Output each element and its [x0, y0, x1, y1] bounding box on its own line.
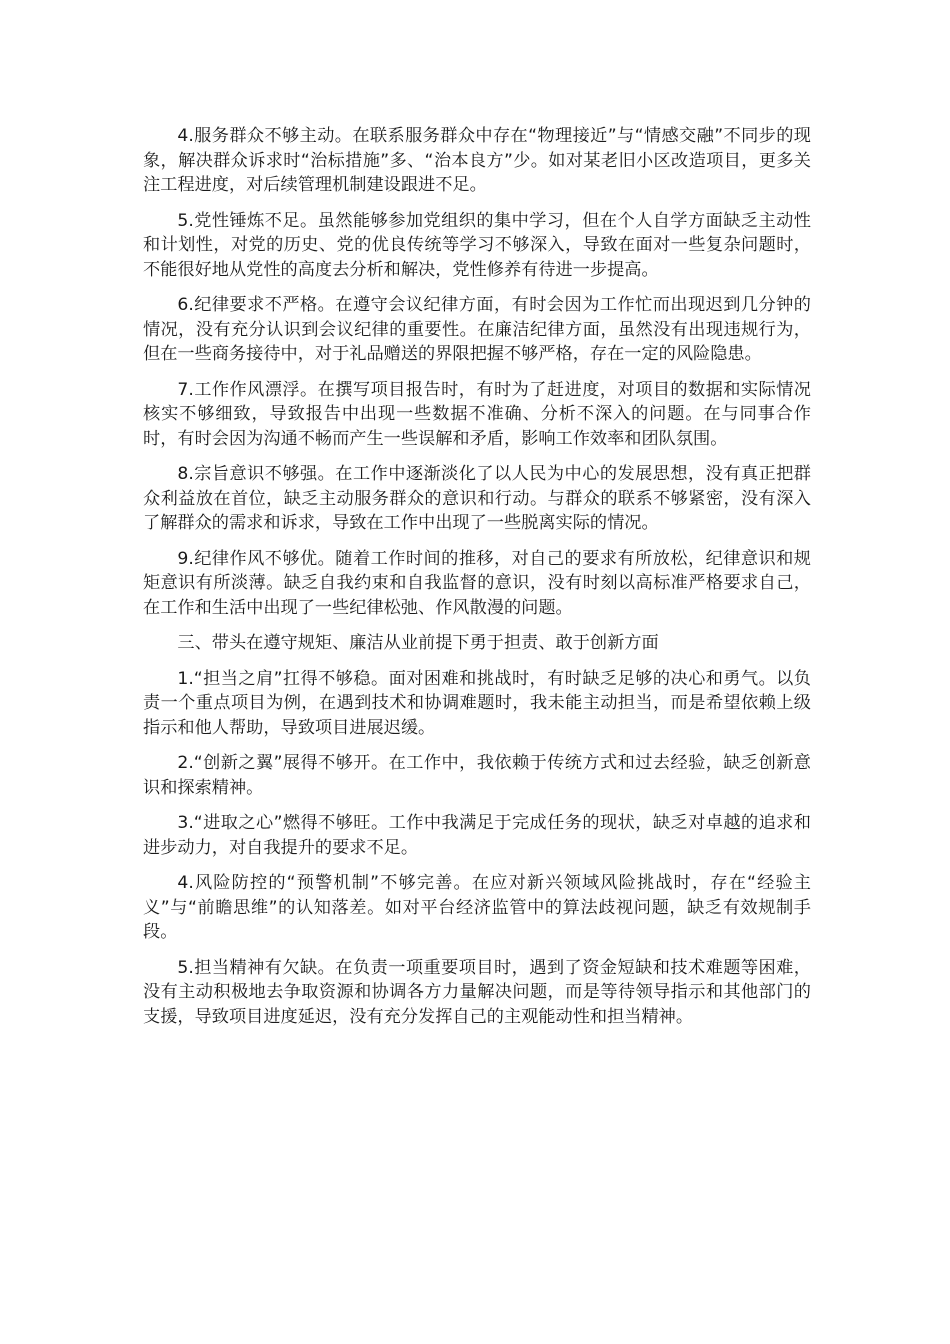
paragraph-work-style: 7.工作作风漂浮。在撰写项目报告时，有时为了赶进度，对项目的数据和实际情况核实不够细致，导致报告中出现一些数据不准确、分析不深入的问题。在与同事合作时，有时会因为沟通不畅而产生一些误解和矛盾，影响工作效率和团队氛围。: [143, 379, 811, 449]
paragraph-risk-control: 4.风险防控的“预警机制”不够完善。在应对新兴领域风险挑战时，存在“经验主义”与“前瞻思维”的认知落差。如对平台经济监管中的算法歧视问题，缺乏有效规制手段。: [143, 873, 811, 942]
paragraph-party-tempering: 5.党性锤炼不足。虽然能够参加党组织的集中学习，但在个人自学方面缺乏主动性和计划性，对党的历史、党的优良传统等学习不够深入，导致在面对一些复杂问题时，不能很好地从党性的高度去分析和解决，党性修养有待进一步提高。: [143, 210, 811, 280]
paragraph-innovation: 2.“创新之翼”展得不够开。在工作中，我依赖于传统方式和过去经验，缺乏创新意识和探索精神。: [143, 753, 811, 798]
paragraph-discipline-style: 9.纪律作风不够优。随着工作时间的推移，对自己的要求有所放松，纪律意识和规矩意识有所淡薄。缺乏自我约束和自我监督的意识，没有时刻以高标准严格要求自己，在工作和生活中出现了一些纪律松弛、作风散漫的问题。: [143, 548, 811, 618]
paragraph-accountability: 5.担当精神有欠缺。在负责一项重要项目时，遇到了资金短缺和技术难题等困难，没有主动积极地去争取资源和协调各方力量解决问题，而是等待领导指示和其他部门的支援，导致项目进度延迟，没有充分发挥自己的主观能动性和担当精神。: [143, 957, 811, 1027]
paragraph-responsibility: 1.“担当之肩”扛得不够稳。面对困难和挑战时，有时缺乏足够的决心和勇气。以负责一个重点项目为例，在遇到技术和协调难题时，我未能主动担当，而是希望依赖上级指示和他人帮助，导致项目进展迟缓。: [143, 668, 811, 738]
section-heading-three: 三、带头在遵守规矩、廉洁从业前提下勇于担责、敢于创新方面: [177, 633, 659, 653]
paragraph-purpose-awareness: 8.宗旨意识不够强。在工作中逐渐淡化了以人民为中心的发展思想，没有真正把群众利益放在首位，缺乏主动服务群众的意识和行动。与群众的联系不够紧密，没有深入了解群众的需求和诉求，导致在工作中出现了一些脱离实际的情况。: [143, 464, 811, 533]
paragraph-discipline-requirements: 6.纪律要求不严格。在遵守会议纪律方面，有时会因为工作忙而出现迟到几分钟的情况，没有充分认识到会议纪律的重要性。在廉洁纪律方面，虽然没有出现违规行为，但在一些商务接待中，对于礼品赠送的界限把握不够严格，存在一定的风险隐患。: [143, 295, 811, 364]
document-page: [143, 124, 811, 1040]
paragraph-service-masses: 4.服务群众不够主动。在联系服务群众中存在“物理接近”与“情感交融”不同步的现象，解决群众诉求时“治标措施”多、“治本良方”少。如对某老旧小区改造项目，更多关注工程进度，对后续管理机制建设跟进不足。: [143, 126, 811, 195]
paragraph-progress: 3.“进取之心”燃得不够旺。工作中我满足于完成任务的现状，缺乏对卓越的追求和进步动力，对自我提升的要求不足。: [143, 813, 811, 858]
